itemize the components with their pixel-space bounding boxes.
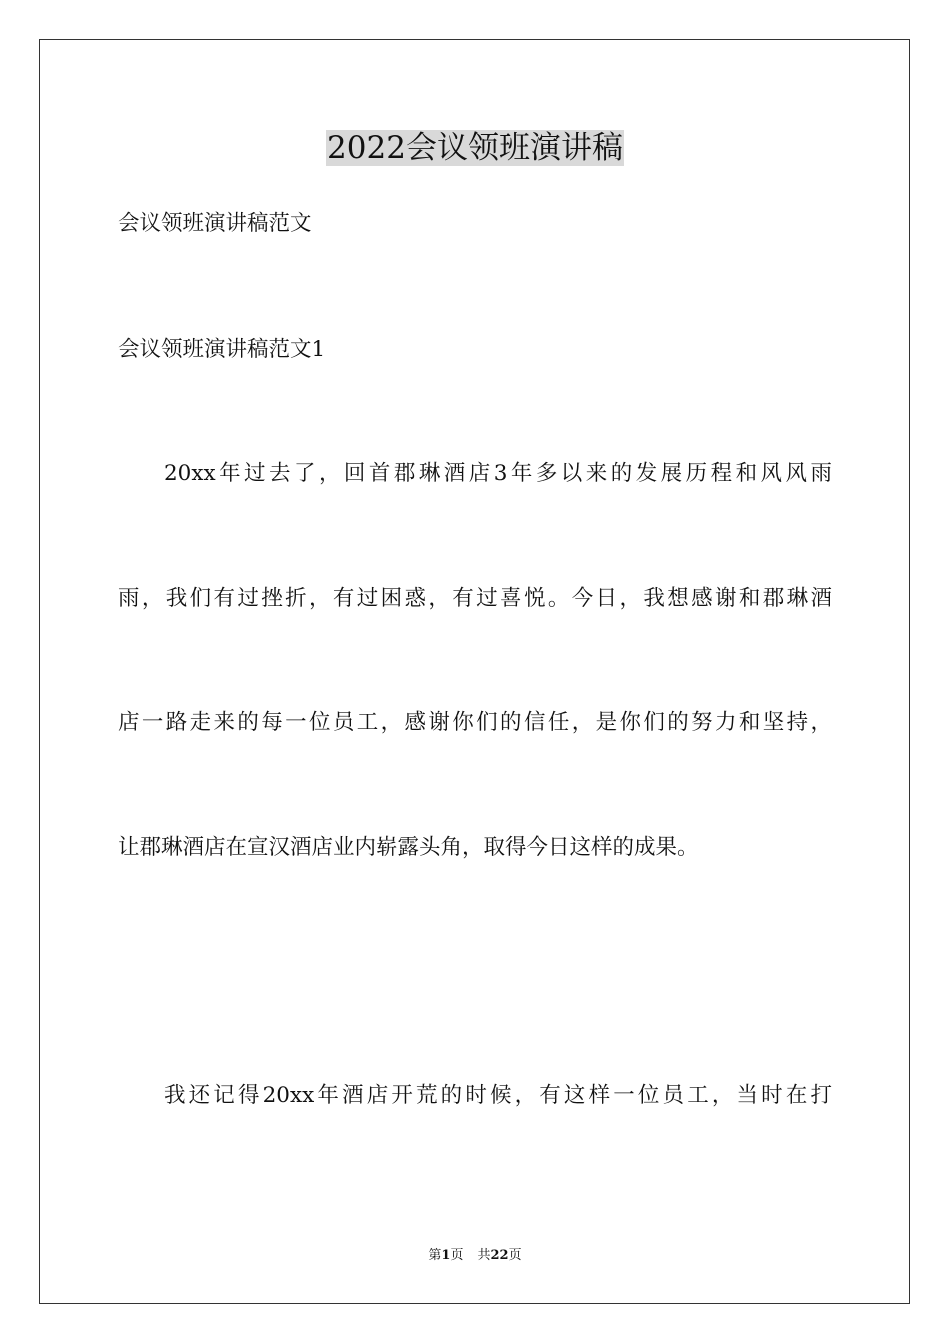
footer-total-unit: 页 (508, 1248, 522, 1263)
footer-page-unit: 页 (450, 1248, 464, 1263)
paragraph-2-line-1: 我还记得20xx年酒店开荒的时候，有这样一位员工，当时在打 (164, 1083, 832, 1108)
paragraph-1-line-2: 雨，我们有过挫折，有过困惑，有过喜悦。今日，我想感谢和郡琳酒 (118, 586, 832, 611)
document-title-text: 2022会议领班演讲稿 (327, 130, 623, 166)
section-heading: 会议领班演讲稿范文1 (118, 337, 326, 362)
document-title (0, 126, 950, 170)
footer-page-current: 1 (441, 1248, 451, 1263)
footer-page-prefix: 第 (428, 1248, 442, 1263)
paragraph-1-line-1: 20xx年过去了，回首郡琳酒店3年多以来的发展历程和风风雨 (164, 461, 832, 486)
page-footer (0, 1247, 950, 1265)
paragraph-1-line-4: 让郡琳酒店在宣汉酒店业内崭露头角，取得今日这样的成果。 (118, 835, 699, 860)
document-subtitle: 会议领班演讲稿范文 (118, 211, 312, 236)
paragraph-1-line-3: 店一路走来的每一位员工，感谢你们的信任，是你们的努力和坚持， (118, 710, 832, 735)
footer-page-total: 22 (490, 1248, 509, 1263)
footer-total-prefix: 共 (477, 1248, 491, 1263)
